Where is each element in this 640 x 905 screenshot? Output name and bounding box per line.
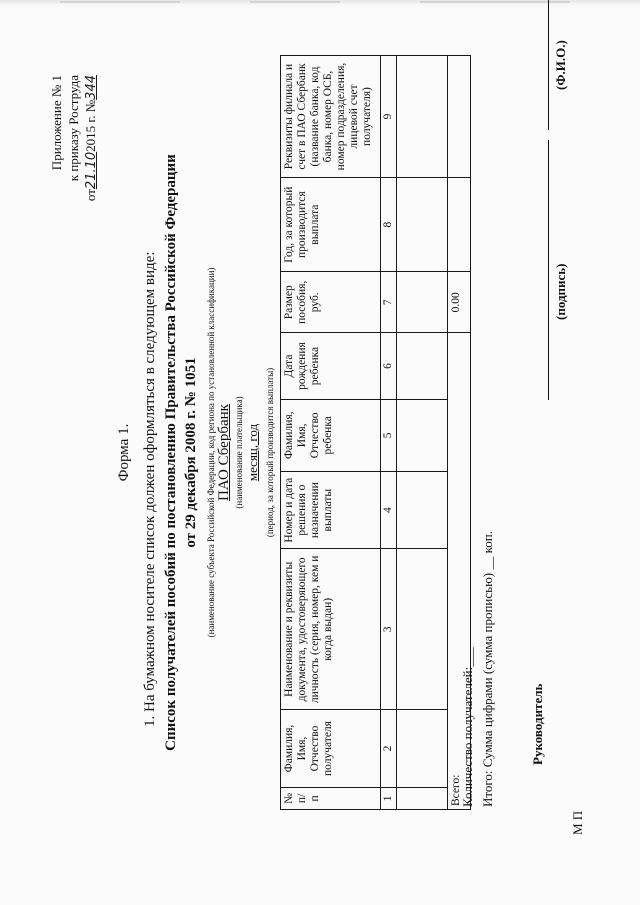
table-column-number-row — [381, 56, 397, 810]
table-cell — [397, 56, 448, 178]
date-suffix: 2015 г. № — [83, 99, 98, 152]
header-cell-child-birthdate: Дата рождения ребенка — [281, 333, 381, 400]
period-caption: (период, за который производится выплаты) — [265, 367, 275, 538]
column-number: 5 — [381, 399, 397, 471]
stamp-place: М П — [570, 810, 585, 835]
column-number: 9 — [381, 56, 397, 178]
table-cell — [397, 333, 448, 400]
column-number: 3 — [381, 549, 397, 710]
document-heading-line-1: Список получателей пособий по постановлению Правительства Российской Федерации — [163, 154, 179, 751]
column-number: 8 — [381, 178, 397, 272]
column-number: 7 — [381, 272, 397, 333]
payer-caption: (наименование плательщика) — [234, 396, 244, 509]
table-cell — [448, 178, 471, 272]
appendix-line-2: к приказу Роструда — [66, 75, 81, 182]
period-value: месяц, год — [245, 423, 260, 482]
recipients-table — [280, 55, 471, 810]
signature-line — [548, 140, 549, 400]
column-number: 1 — [381, 787, 397, 809]
appendix-block — [48, 75, 100, 295]
table-cell — [448, 56, 471, 178]
header-cell-identity-document: Наименование и реквизиты документа, удостоверяющего личность (серия, номер, кем и когда выдан) — [281, 549, 381, 710]
column-number: 4 — [381, 471, 397, 549]
signature-caption: (подпись) — [553, 263, 568, 320]
column-number: 2 — [381, 710, 397, 788]
table-cell — [397, 549, 448, 710]
header-cell-bank-details: Реквизиты филиала и счет в ПАО Сбербанк (название банка, код банка, номер ОСБ, номер подразделения, лицевой счет получателя) — [281, 56, 381, 178]
form-title: Форма 1. — [116, 423, 132, 482]
table-row — [397, 56, 448, 810]
header-cell-benefit-amount: Размер пособия, руб. — [281, 272, 381, 333]
table-cell — [397, 787, 448, 809]
table-cell — [397, 399, 448, 471]
header-cell-child-name: Фамилия, Имя, Отчество ребенка — [281, 399, 381, 471]
table-cell — [397, 272, 448, 333]
recipients-count: Количество получателей:___ — [460, 647, 475, 807]
appendix-line-1: Приложение № 1 — [49, 75, 64, 171]
handwritten-order-number: 344 — [84, 75, 99, 100]
table-cell — [397, 471, 448, 549]
header-cell-payment-year: Год, за который производится выплата — [281, 178, 381, 272]
handwritten-date: 21.10 — [84, 151, 99, 190]
region-caption: (наименование субъекта Российской Федерации, код региона по установленной классификации) — [206, 267, 216, 638]
document-heading-line-2: от 29 декабря 2008 г. № 1051 — [183, 357, 199, 548]
table-cell — [397, 710, 448, 788]
header-cell-decision: Номер и дата решения о назначении выплаты — [281, 471, 381, 549]
appendix-date-line — [82, 75, 100, 295]
date-prefix: от — [83, 189, 98, 202]
payer-name: ПАО Сбербанк — [216, 404, 232, 501]
total-label: Всего: — [448, 333, 471, 810]
name-line — [548, 0, 549, 130]
header-cell-recipient-name: Фамилия, Имя, Отчество получателя — [281, 710, 381, 788]
table-cell — [397, 178, 448, 272]
total-amount: 0.00 — [448, 272, 471, 333]
director-label: Руководитель — [530, 683, 545, 765]
header-cell-number: № п/п — [281, 787, 381, 809]
name-caption: (Ф.И.О.) — [553, 40, 568, 90]
intro-text: 1. На бумажном носителе список должен оформляться в следующем виде: — [142, 251, 158, 727]
table-header-row — [281, 56, 381, 810]
total-sum: Итого: Сумма цифрами (сумма прописью) __ коп. — [480, 531, 495, 807]
column-number: 6 — [381, 333, 397, 400]
